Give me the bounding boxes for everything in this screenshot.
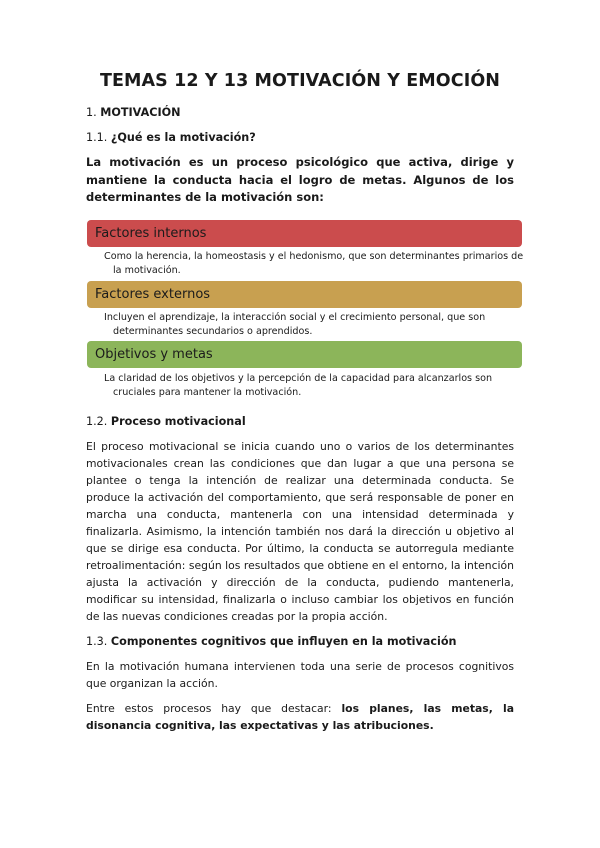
section-title: MOTIVACIÓN [100,106,181,119]
factor-bar-internal: Factores internos [87,220,522,247]
section-heading-1-3: 1.3. Componentes cognitivos que influyen en la motivación [86,635,457,648]
section-heading-1-1: 1.1. ¿Qué es la motivación? [86,131,256,144]
process-paragraph: El proceso motivacional se inicia cuando uno o varios de los determinantes motivacionales crean las condiciones que dan lugar a que una persona se plantee o tenga la intención de realizar una determinada conducta. Se produce la activación del comportamiento, que será responsable de poner en marcha una conducta, mantenerla con una intensidad determinada y finalizarla. Asimismo, la intención también nos dará la dirección u objetivo al que se dirige esa conducta. Por último, la conducta se autorregula mediante retroalimentación: según los resultados que obtiene en el entorno, la intención ajusta la activación y dirección de la conducta, pudiendo mantenerla, modificar su intensidad, finalizarla o incluso cambiar los objetivos en función de las nuevas condiciones creadas por la propia acción. [86,440,514,623]
factor-description-external: Incluyen el aprendizaje, la interacción social y el crecimiento personal, que son determinantes secundarios o aprendidos. [104,312,486,337]
intro-paragraph: La motivación es un proceso psicológico que activa, dirige y mantiene la conducta hacia el logro de metas. Algunos de los determinantes de la motivación son: [86,155,514,204]
section-heading-1: 1. MOTIVACIÓN [86,106,181,119]
factor-bar-goals: Objetivos y metas [87,341,522,368]
section-number: 1.1 [86,131,104,144]
section-heading-1-2: 1.2. Proceso motivacional [86,415,246,428]
section-number: 1.2 [86,415,104,428]
section-number: 1 [86,106,94,119]
factor-bar-external: Factores externos [87,281,522,308]
factor-description-internal: Como la herencia, la homeostasis y el hedonismo, que son determinantes primarios de la motivación. [104,251,524,276]
section-number: 1.3 [86,635,104,648]
cognitive-paragraph-2 [86,700,514,734]
factor-description-goals: La claridad de los objetivos y la percepción de la capacidad para alcanzarlos son cruciales para mantener la motivación. [104,373,493,398]
section-title: ¿Qué es la motivación? [110,131,256,144]
section-title: Componentes cognitivos que influyen en la motivación [110,635,457,648]
paragraph-emphasis: los planes, las metas, la disonancia cognitiva, las expectativas y las atribuciones. [86,702,515,732]
section-title: Proceso motivacional [110,415,246,428]
cognitive-paragraph-1: En la motivación humana intervienen toda una serie de procesos cognitivos que organizan la acción. [86,660,514,690]
paragraph-lead: Entre estos procesos hay que destacar: [86,702,332,715]
document-title: TEMAS 12 Y 13 MOTIVACIÓN Y EMOCIÓN [99,71,501,91]
